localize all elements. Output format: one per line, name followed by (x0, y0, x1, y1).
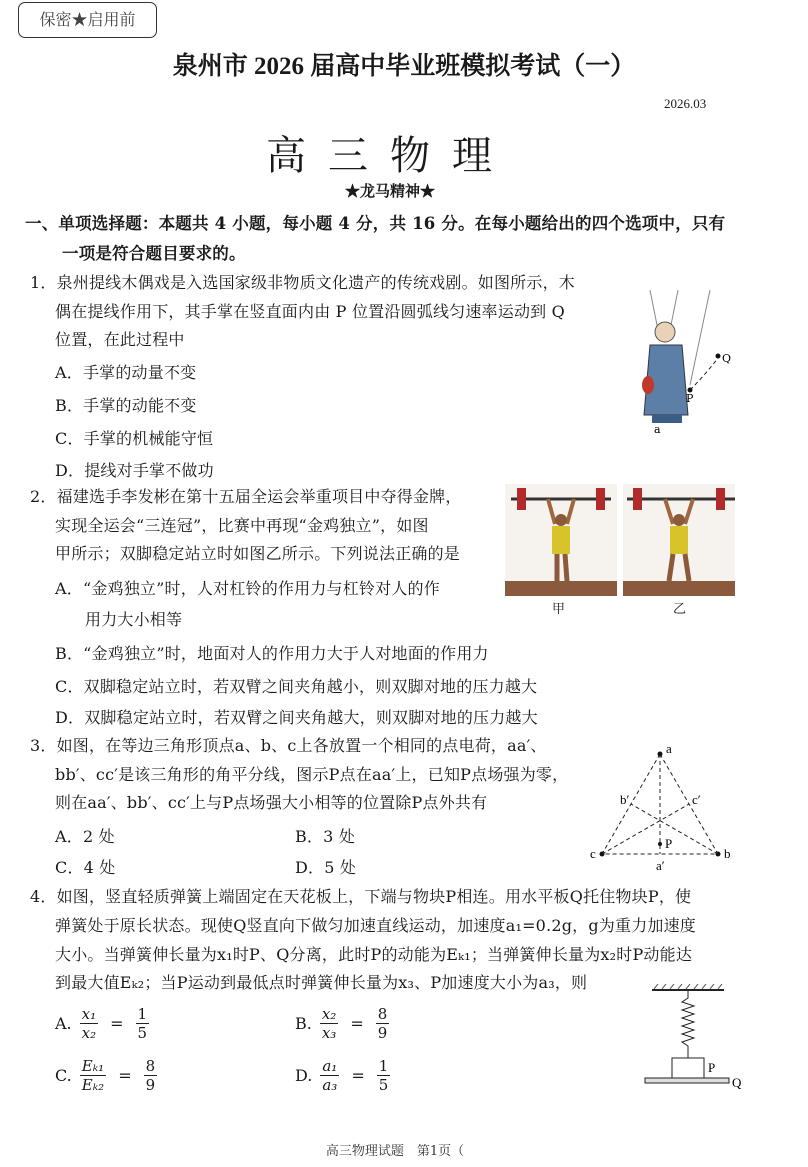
label-p: P (708, 1060, 716, 1075)
q2-stem: 2．福建选手李发彬在第十五届全运会举重项目中夺得金牌， (30, 487, 462, 506)
q3-option-b: B．3 处 (295, 827, 356, 846)
q2-option-d: D．双脚稳定站立时，若双臂之间夹角越大，则双脚对地的压力越大 (55, 708, 538, 727)
label-b-prime: b′ (620, 792, 630, 807)
q3-stem: 则在aa′、bb′、cc′上与P点场强大小相等的位置除P点外共有 (55, 793, 488, 812)
section-heading: 一、单项选择题：本题共 4 小题，每小题 4 分，共 16 分。在每小题给出的四个选项中，只有 (25, 214, 726, 233)
q4-option-b: B. $\frac{\text{x₂}}{\text{x₃}}$ = $\frac{8}{9}$ (295, 1005, 388, 1042)
label-c-prime: c′ (692, 792, 701, 807)
q4-stem: 4．如图，竖直轻质弹簧上端固定在天花板上，下端与物块P相连。用水平板Q托住物块P，使 (30, 887, 692, 906)
q1-stem: 偶在提线作用下，其手掌在竖直面内由 P 位置沿圆弧线匀速率运动到 Q (55, 302, 565, 321)
spring-diagram (640, 980, 750, 1090)
q3-stem: 3．如图，在等边三角形顶点a、b、c上各放置一个相同的点电荷，aa′、 (30, 736, 547, 755)
q2-option-a: A．“金鸡独立”时，人对杠铃的作用力与杠铃对人的作 (55, 579, 440, 598)
q1-option-c: C．手掌的机械能守恒 (55, 429, 214, 448)
confidential-badge: 保密★启用前 (18, 2, 157, 38)
q1-stem: 1．泉州提线木偶戏是入选国家级非物质文化遗产的传统戏剧。如图所示，木 (30, 273, 575, 292)
label-yi: 乙 (673, 602, 687, 617)
section-heading-cont: 一项是符合题目要求的。 (62, 244, 246, 263)
motto: ★龙马精神★ (344, 182, 435, 200)
label-c: c (590, 846, 596, 861)
label-a: a (666, 741, 672, 756)
triangle-diagram (590, 740, 745, 875)
q1-label-p: P (686, 392, 694, 405)
q3-stem: bb′、cc′是该三角形的角平分线，图示P点在aa′上，已知P点场强为零， (55, 765, 569, 784)
subject-title: 高三物理 (266, 133, 514, 179)
q3-option-a: A．2 处 (55, 827, 115, 846)
q2-option-c: C．双脚稳定站立时，若双臂之间夹角越小，则双脚对地的压力越大 (55, 677, 538, 696)
q1-stem: 位置，在此过程中 (55, 330, 185, 349)
q4-stem: 弹簧处于原长状态。现使Q竖直向下做匀加速直线运动，加速度a₁=0.2g，g为重力加速度 (55, 916, 697, 935)
q2-option-a-cont: 用力大小相等 (85, 610, 183, 629)
q4-option-c: C. $\frac{\text{Eₖ₁}}{\text{Eₖ₂}}$ = $\frac{8}{9}$ (55, 1057, 156, 1094)
label-q: Q (732, 1075, 742, 1090)
label-jia: 甲 (552, 602, 566, 617)
q3-option-d: D．5 处 (295, 858, 357, 877)
q4-stem: 到最大值Eₖ₂；当P运动到最低点时弹簧伸长量为x₃、P加速度大小为a₃，则 (55, 973, 588, 992)
q1-option-b: B．手掌的动能不变 (55, 396, 197, 415)
q2-option-b: B．“金鸡独立”时，地面对人的作用力大于人对地面的作用力 (55, 644, 489, 663)
q1-label-q: Q (722, 352, 732, 365)
label-p: P (665, 836, 673, 851)
photo-jia (505, 484, 617, 596)
q1-option-a: A．手掌的动量不变 (55, 363, 197, 382)
page-footer: 高三物理试题 第1页（ (325, 1144, 465, 1159)
q3-option-c: C．4 处 (55, 858, 116, 877)
label-a-prime: a′ (656, 858, 665, 873)
label-b: b (724, 846, 731, 861)
q2-stem: 甲所示；双脚稳定站立时如图乙所示。下列说法正确的是 (55, 544, 461, 563)
q2-stem: 实现全运会“三连冠”，比赛中再现“金鸡独立”，如图 (55, 516, 429, 535)
puppet-figure (630, 290, 745, 435)
q4-option-d: D. $\frac{\text{a₁}}{\text{a₃}}$ = $\frac{1}{5}$ (295, 1057, 389, 1094)
q4-option-a: A. $\frac{\text{x₁}}{\text{x₂}}$ = $\frac{1}{5}$ (55, 1005, 148, 1042)
q1-option-d: D．提线对手掌不做功 (55, 461, 214, 480)
exam-title: 泉州市 2026 届高中毕业班模拟考试（一） (172, 53, 636, 80)
exam-date: 2026.03 (664, 96, 707, 111)
photo-yi (623, 484, 735, 596)
q4-stem: 大小。当弹簧伸长量为x₁时P、Q分离，此时P的动能为Eₖ₁；当弹簧伸长量为x₂时P动能达 (55, 945, 693, 964)
weightlifter-photos (503, 484, 738, 596)
q1-label-a: a (654, 423, 661, 435)
